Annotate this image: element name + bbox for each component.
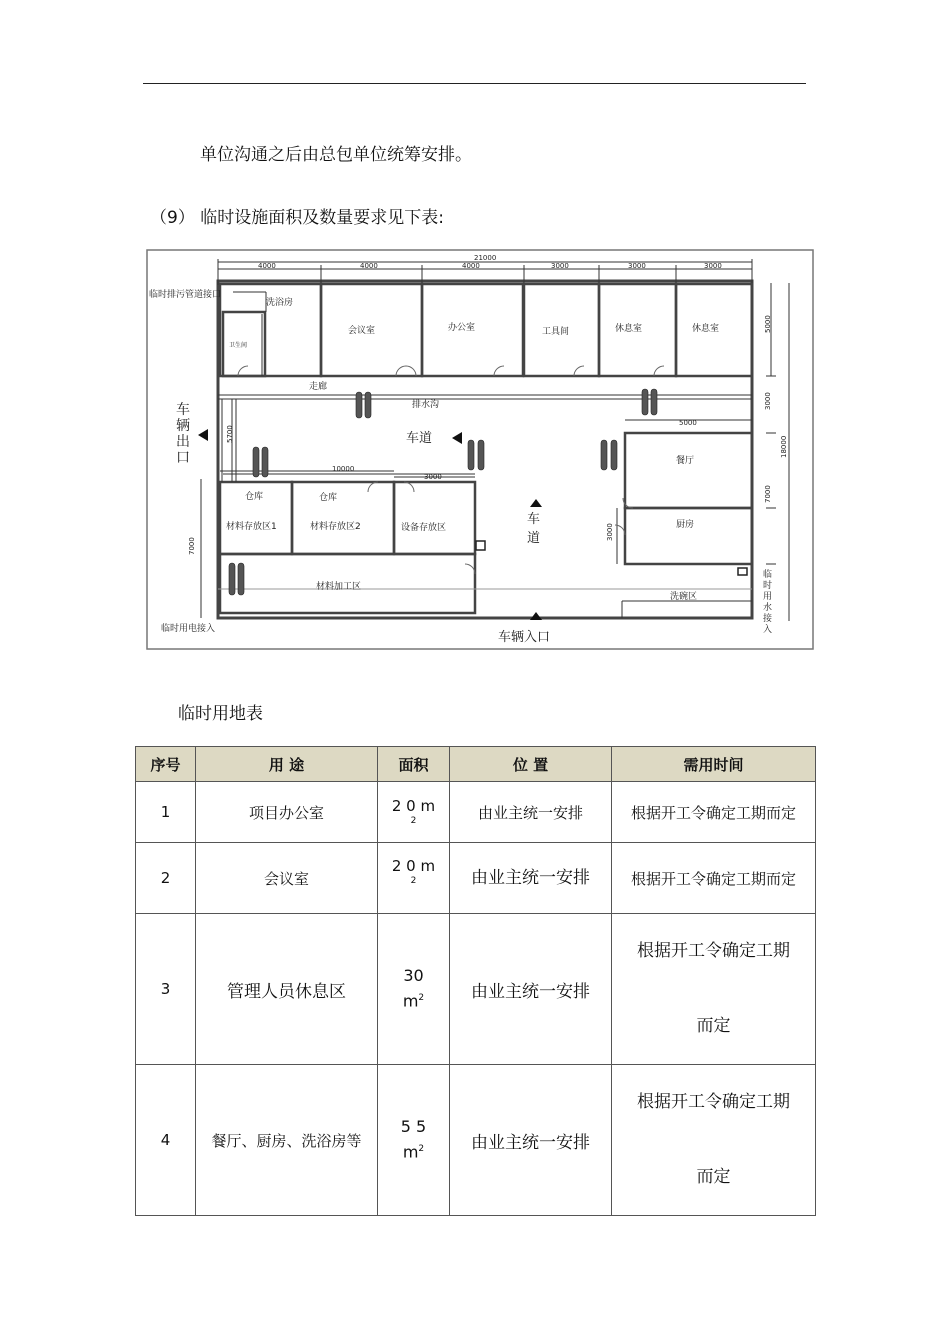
table-row (136, 782, 816, 843)
dim-21000: 21000 (474, 254, 497, 262)
room-toilet: 卫生间 (229, 342, 248, 349)
room-wash: 洗碗区 (670, 592, 698, 602)
area-unit: m (402, 1142, 419, 1162)
cell-location: 由业主统一安排 (450, 843, 612, 914)
dim-3000-wh: 3000 (424, 473, 442, 481)
dim-7000-right: 7000 (764, 485, 772, 503)
cell-location: 由业主统一安排 (450, 914, 612, 1065)
dim-3000-c: 3000 (704, 262, 722, 270)
label-entrance: 车辆入口 (498, 630, 551, 645)
table-header-row (136, 747, 816, 782)
room-equip: 设备存放区 (401, 523, 447, 533)
room-bath: 洗浴房 (266, 298, 294, 308)
area-value: 30 (403, 966, 424, 986)
time-line1: 根据开工令确定工期 (637, 1092, 790, 1112)
table-row (136, 914, 816, 1065)
cell-no: 4 (136, 1065, 196, 1216)
area-sup: 2 (418, 993, 425, 1004)
body-text-line1: 单位沟通之后由总包单位统筹安排。 (200, 145, 472, 165)
room-tools: 工具间 (542, 327, 570, 337)
area-value: 2 0 m (391, 857, 436, 875)
header-no: 序号 (136, 747, 196, 782)
label-ditch: 排水沟 (412, 400, 440, 410)
room-meeting: 会议室 (348, 326, 376, 336)
room-mat2: 材料存放区2 (310, 522, 361, 532)
label-water: 临时用水接入 (763, 570, 773, 635)
cell-time (612, 1065, 816, 1216)
label-exit: 车辆出口 (176, 402, 190, 466)
label-road1: 车道 (406, 431, 433, 446)
dim-10000: 10000 (332, 465, 355, 473)
room-rest2: 休息室 (692, 324, 720, 334)
room-wh2: 仓库 (319, 493, 338, 503)
cell-location: 由业主统一安排 (450, 1065, 612, 1216)
label-corridor: 走廊 (309, 382, 328, 392)
body-text-line2: （9） 临时设施面积及数量要求见下表: (150, 208, 444, 228)
cell-use: 管理人员休息区 (196, 914, 378, 1065)
area-sup: 2 (418, 1144, 425, 1155)
area-sup: 2 (410, 816, 417, 826)
area-value: 2 0 m (391, 797, 436, 815)
dim-5000-a: 5000 (764, 315, 772, 333)
dim-5000-b: 5000 (679, 419, 697, 427)
cell-use: 会议室 (196, 843, 378, 914)
cell-no: 3 (136, 914, 196, 1065)
dim-3000-a: 3000 (551, 262, 569, 270)
table-caption: 临时用地表 (178, 704, 263, 724)
cell-time: 根据开工令确定工期而定 (612, 782, 816, 843)
table-row (136, 843, 816, 914)
temporary-land-table (135, 746, 816, 1216)
cell-no: 2 (136, 843, 196, 914)
room-rest1: 休息室 (615, 324, 643, 334)
label-power: 临时用电接入 (161, 624, 216, 634)
header-use: 用 途 (196, 747, 378, 782)
label-drain-pipe: 临时排污管道接口 (149, 290, 222, 300)
room-proc: 材料加工区 (316, 582, 362, 592)
cell-time: 根据开工令确定工期而定 (612, 843, 816, 914)
dim-4000-c: 4000 (462, 262, 480, 270)
area-value: 5 5 (400, 1117, 427, 1137)
dim-3000-right: 3000 (764, 392, 772, 410)
dim-7000-left: 7000 (188, 537, 196, 555)
header-location: 位 置 (450, 747, 612, 782)
cell-area (378, 782, 450, 843)
cell-no: 1 (136, 782, 196, 843)
cell-use: 餐厅、厨房、洗浴房等 (196, 1065, 378, 1216)
site-layout-plan (146, 249, 814, 650)
header-rule (143, 83, 806, 84)
area-sup: 2 (410, 876, 417, 886)
time-line2: 而定 (696, 1016, 731, 1036)
room-office: 办公室 (448, 323, 476, 333)
label-road2: 车道 (527, 512, 541, 546)
dim-18000: 18000 (780, 435, 788, 458)
room-kitchen: 厨房 (676, 520, 695, 530)
room-wh1: 仓库 (245, 492, 264, 502)
dim-4000-b: 4000 (360, 262, 378, 270)
time-line1: 根据开工令确定工期 (637, 941, 790, 961)
dim-5700: 5700 (226, 425, 234, 443)
cell-location: 由业主统一安排 (450, 782, 612, 843)
dim-3000-b: 3000 (628, 262, 646, 270)
cell-area (378, 914, 450, 1065)
room-dining: 餐厅 (676, 456, 695, 466)
cell-area (378, 843, 450, 914)
header-time: 需用时间 (612, 747, 816, 782)
table-row (136, 1065, 816, 1216)
dim-3000-kitchen: 3000 (606, 523, 614, 541)
cell-time (612, 914, 816, 1065)
area-unit: m (402, 991, 419, 1011)
time-line2: 而定 (696, 1167, 731, 1187)
dim-4000-a: 4000 (258, 262, 276, 270)
cell-area (378, 1065, 450, 1216)
room-mat1: 材料存放区1 (226, 522, 277, 532)
header-area: 面积 (378, 747, 450, 782)
cell-use: 项目办公室 (196, 782, 378, 843)
